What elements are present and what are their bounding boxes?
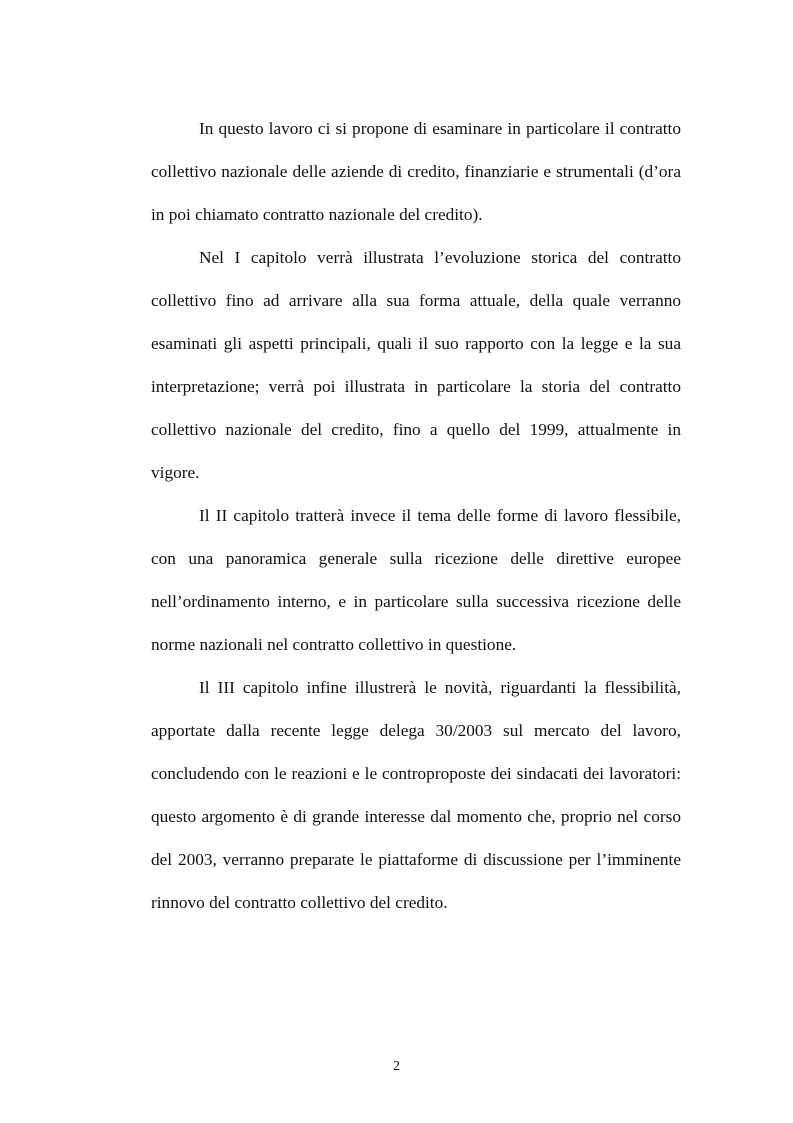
body-text [151, 107, 681, 924]
paragraph-chapter-1: Nel I capitolo verrà illustrata l’evoluzione storica del contratto collettivo fino ad arrivare alla sua forma attuale, della quale verranno esaminati gli aspetti principali, quali il suo rapporto con la legge e la sua interpretazione; verrà poi illustrata in particolare la storia del contratto collettivo nazionale del credito, fino a quello del 1999, attualmente in vigore. [151, 248, 681, 482]
page-number: 2 [393, 1059, 400, 1074]
paragraph-chapter-3: Il III capitolo infine illustrerà le novità, riguardanti la flessibilità, apportate dalla recente legge delega 30/2003 sul mercato del lavoro, concludendo con le reazioni e le controproposte dei sindacati dei lavoratori: questo argomento è di grande interesse dal momento che, proprio nel corso del 2003, verranno preparate le piattaforme di discussione per l’imminente rinnovo del contratto collettivo del credito. [151, 678, 681, 912]
paragraph-intro: In questo lavoro ci si propone di esaminare in particolare il contratto collettivo nazionale delle aziende di credito, finanziarie e strumentali (d’ora in poi chiamato contratto nazionale del credito). [151, 119, 681, 224]
paragraph-chapter-2: Il II capitolo tratterà invece il tema delle forme di lavoro flessibile, con una panoramica generale sulla ricezione delle direttive europee nell’ordinamento interno, e in particolare sulla successiva ricezione delle norme nazionali nel contratto collettivo in questione. [151, 506, 681, 654]
